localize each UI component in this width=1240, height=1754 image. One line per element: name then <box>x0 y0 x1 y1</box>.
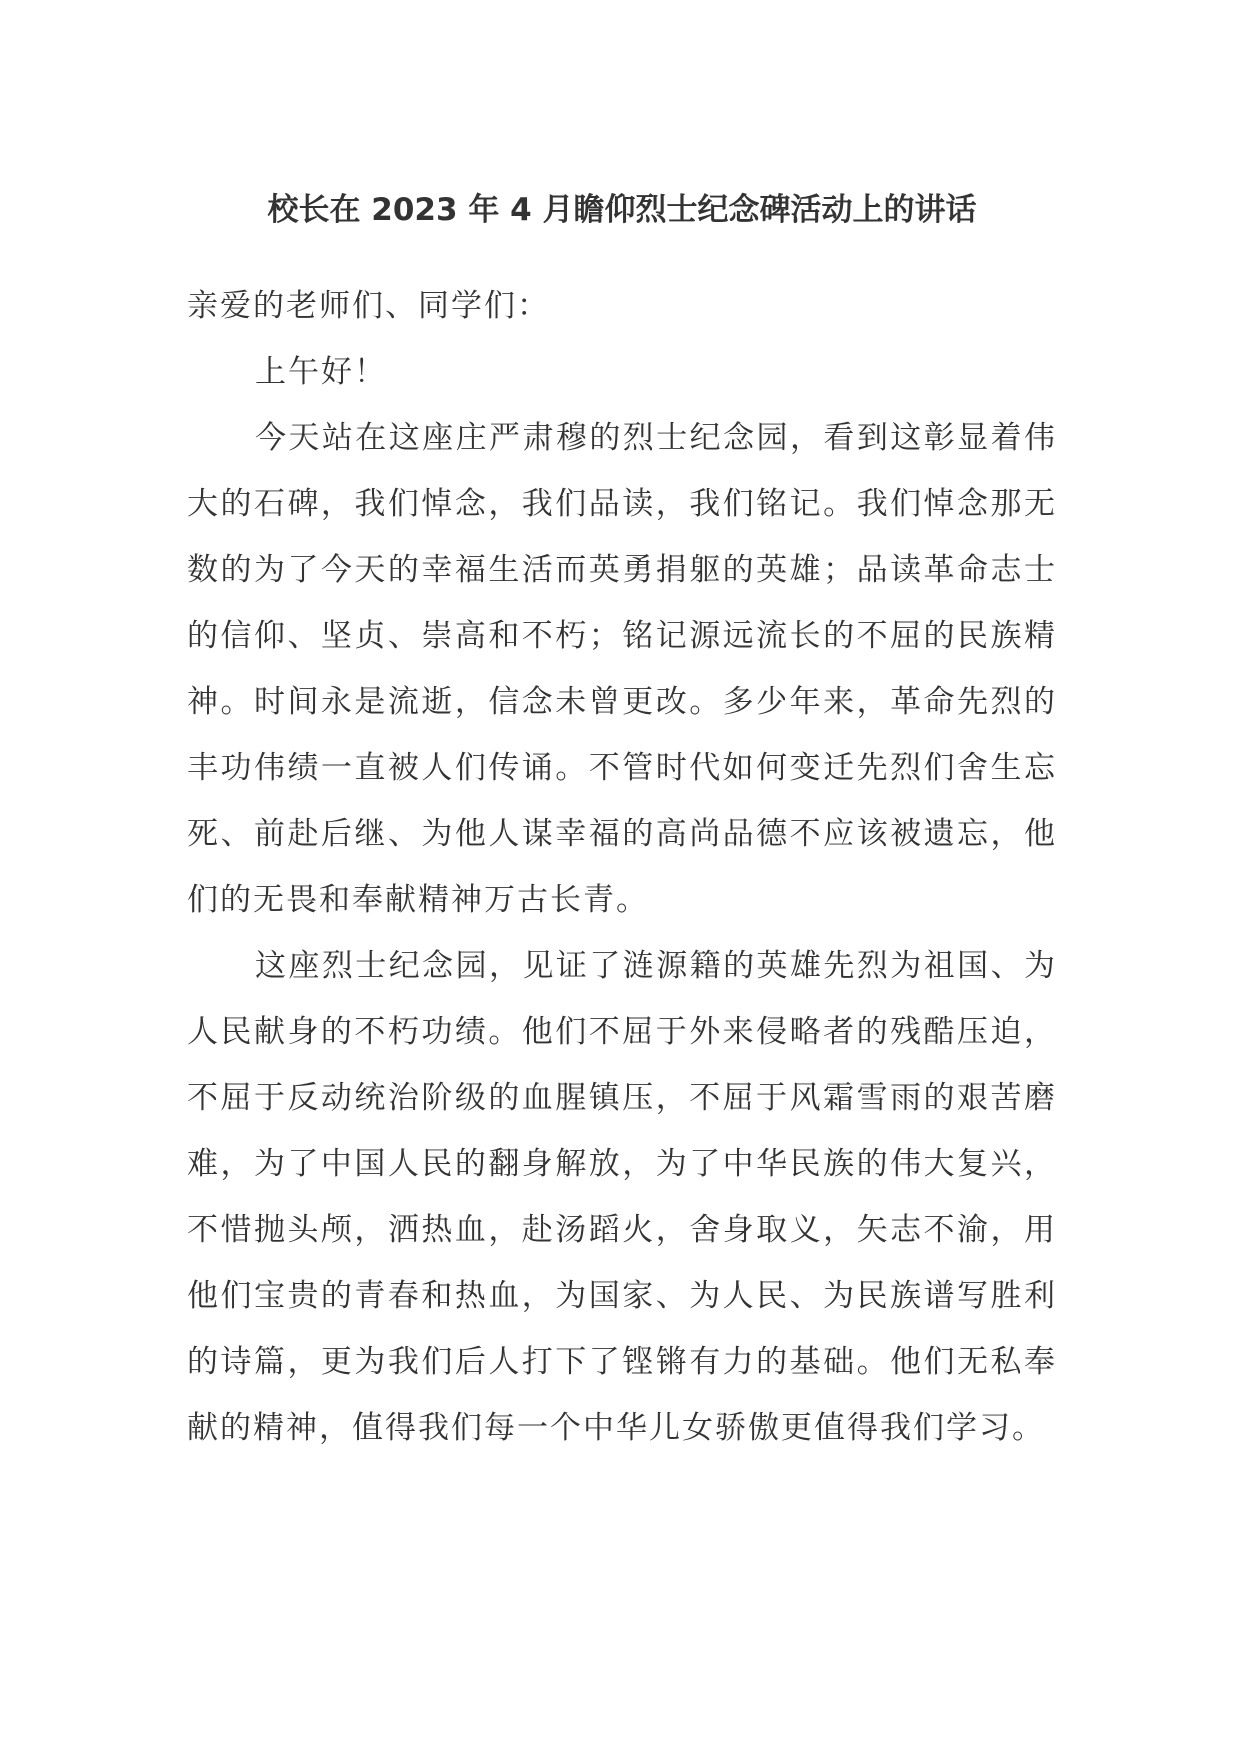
greeting: 亲爱的老师们、同学们： <box>187 288 550 324</box>
paragraph-memorial: 今天站在这座庄严肃穆的烈士纪念园，看到这彰显着伟大的石碑，我们悼念，我们品读，我们铭记。我们悼念那无数的为了今天的幸福生活而英勇捐躯的英雄；品读革命志士的信仰、坚贞、崇高和不朽；铭记源远流长的不屈的民族精神。时间永是流逝，信念未曾更改。多少年来，革命先烈的丰功伟绩一直被人们传诵。不管时代如何变迁先烈们舍生忘死、前赴后继、为他人谋幸福的高尚品德不应该被遗忘，他们的无畏和奉献精神万古长青。 <box>187 420 1057 918</box>
paragraph-heroes: 这座烈士纪念园，见证了涟源籍的英雄先烈为祖国、为人民献身的不朽功绩。他们不屈于外来侵略者的残酷压迫，不屈于反动统治阶级的血腥镇压，不屈于风霜雪雨的艰苦磨难，为了中国人民的翻身解放，为了中华民族的伟大复兴，不惜抛头颅，洒热血，赴汤蹈火，舍身取义，矢志不渝，用他们宝贵的青春和热血，为国家、为人民、为民族谱写胜利的诗篇，更为我们后人打下了铿锵有力的基础。他们无私奉献的精神，值得我们每一个中华儿女骄傲更值得我们学习。 <box>187 948 1057 1446</box>
document-title: 校长在 2023 年 4 月瞻仰烈士纪念碑活动上的讲话 <box>267 192 977 228</box>
paragraph-salutation: 上午好！ <box>255 354 387 390</box>
document-page <box>187 190 1057 1461</box>
